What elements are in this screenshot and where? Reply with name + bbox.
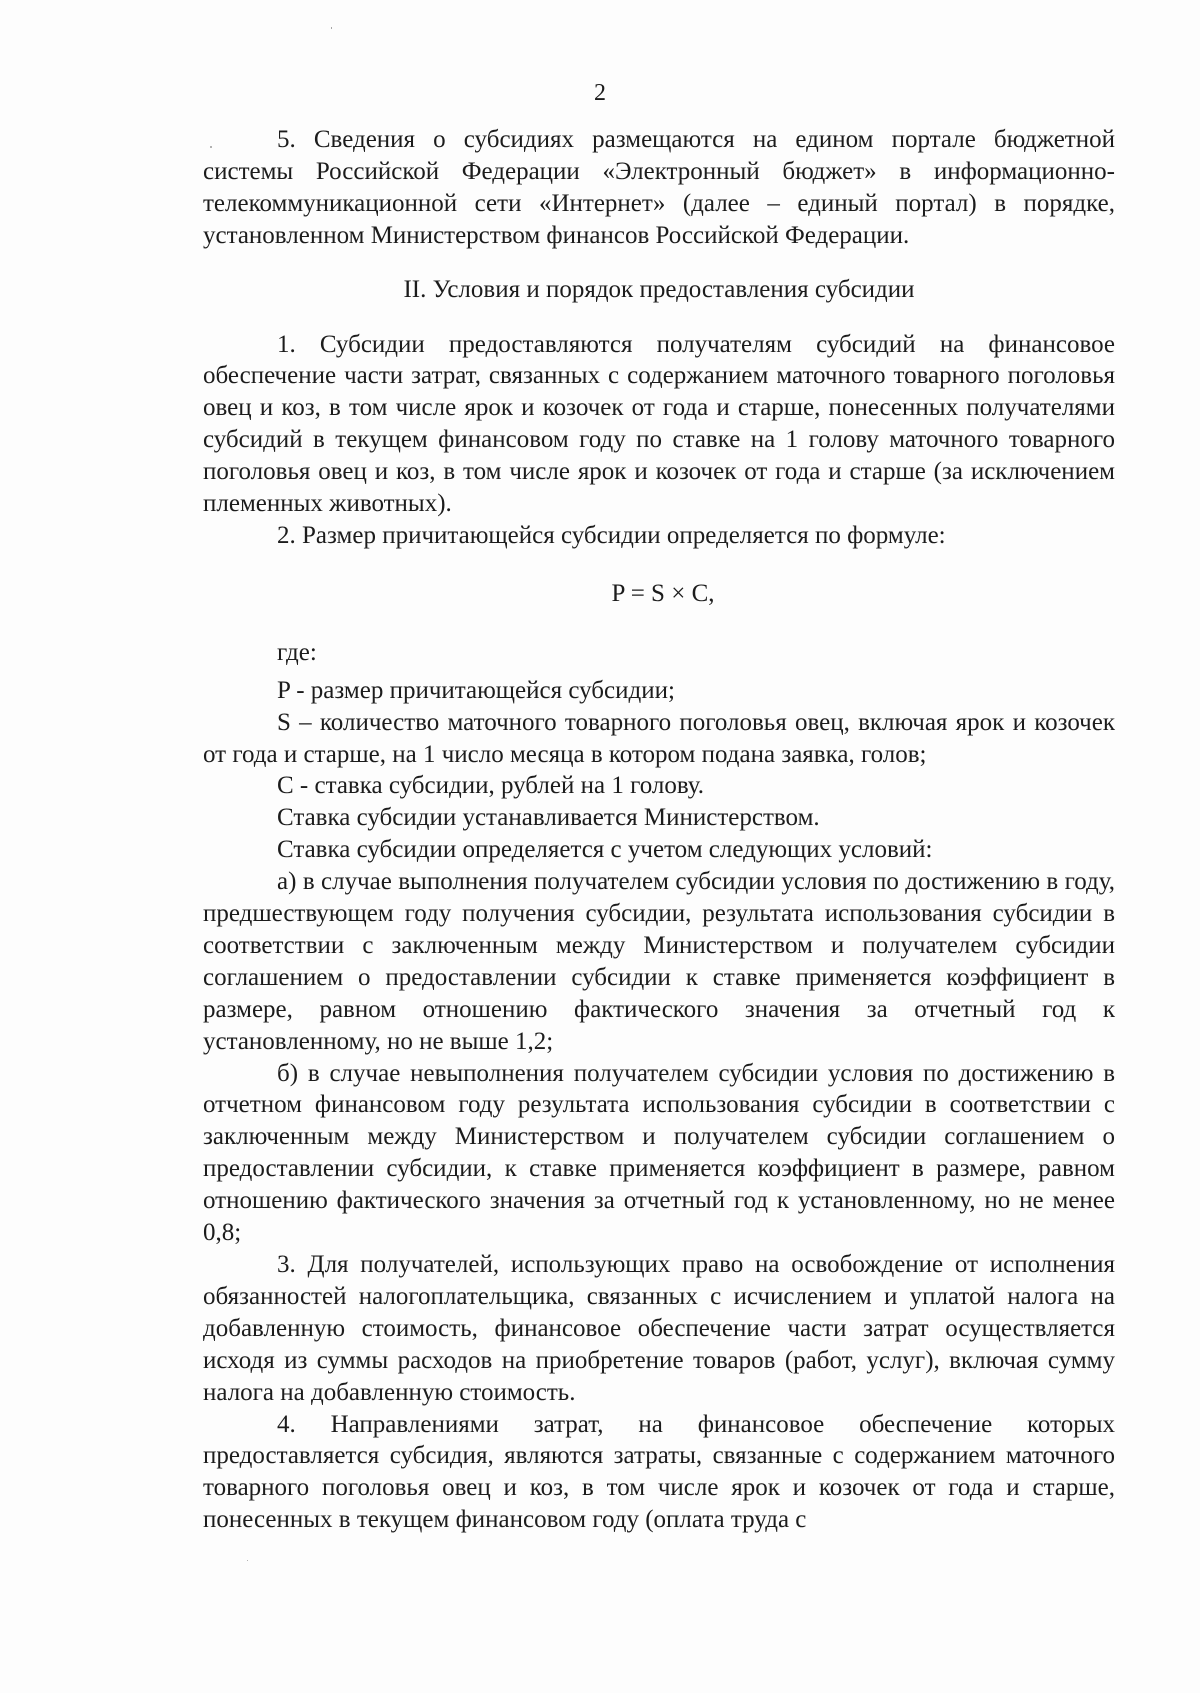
definition-c: C - ставка субсидии, рублей на 1 голову. [277, 772, 705, 800]
section-heading: II. Условия и порядок предоставления субсидии [403, 275, 915, 303]
scan-speck [247, 1560, 248, 1561]
definition-p: P - размер причитающейся субсидии; [277, 676, 675, 704]
paragraph-section-5: 5. Сведения о субсидиях размещаются на едином портале бюджетной системы Российской Федерации «Электронный бюджет» в информационно-телекоммуникационной сети «Интернет» (далее – единый портал) в порядке, установленном Министерством финансов Российской Федерации. [203, 126, 1115, 249]
formula: P = S × C, [611, 579, 715, 607]
definition-where: где: [277, 638, 317, 666]
paragraph-item-3: 3. Для получателей, использующих право на освобождение от исполнения обязанностей налогоплательщика, связанных с исчислением и уплатой налога на добавленную стоимость, финансовое обеспечение части затрат осуществляется исходя из суммы расходов на приобретение товаров (работ, услуг), включая сумму налога на добавленную стоимость. [203, 1251, 1115, 1406]
document-body [203, 124, 1115, 1536]
paragraph-item-1: 1. Субсидии предоставляются получателям субсидий на финансовое обеспечение части затрат, связанных с содержанием маточного товарного поголовья овец и коз, в том числе ярок и козочек от года и старше, понесенных получателями субсидий в текущем финансовом году по ставке на 1 голову маточного товарного поголовья овец и коз, в том числе ярок и козочек от года и старше (за исключением племенных животных). [203, 330, 1115, 518]
rate-set-text: Ставка субсидии устанавливается Министерством. [277, 804, 820, 832]
paragraph-item-2: 2. Размер причитающейся субсидии определяется по формуле: [277, 521, 946, 549]
scan-speck [210, 146, 212, 148]
scan-speck [331, 27, 332, 29]
definition-s: S – количество маточного товарного поголовья овец, включая ярок и козочек от года и старше, на 1 число месяца в котором подана заявка, голов; [203, 708, 1115, 768]
condition-b: б) в случае невыполнения получателем субсидии условия по достижению в отчетном финансовом году результата использования субсидии в соответствии с заключенным между Министерством и получателем субсидии соглашением о предоставлении субсидии, к ставке применяется коэффициент в размере, равном отношению фактического значения за отчетный год к установленному, но не менее 0,8; [203, 1059, 1115, 1247]
paragraph-item-4: 4. Направлениями затрат, на финансовое обеспечение которых предоставляется субсидия, являются затраты, связанные с содержанием маточного товарного поголовья овец и коз, в том числе ярок и козочек от года и старше, понесенных в текущем финансовом году (оплата труда с [203, 1410, 1115, 1534]
page-number: 2 [594, 80, 606, 106]
condition-a: а) в случае выполнения получателем субсидии условия по достижению в году, предшествующем году получения субсидии, результата использования субсидии в соответствии с заключенным между Министерством и получателем субсидии соглашением о предоставлении субсидии к ставке применяется коэффициент в размере, равном отношению фактического значения за отчетный год к установленному, но не выше 1,2; [203, 868, 1115, 1055]
rate-conditions-text: Ставка субсидии определяется с учетом следующих условий: [277, 836, 933, 864]
